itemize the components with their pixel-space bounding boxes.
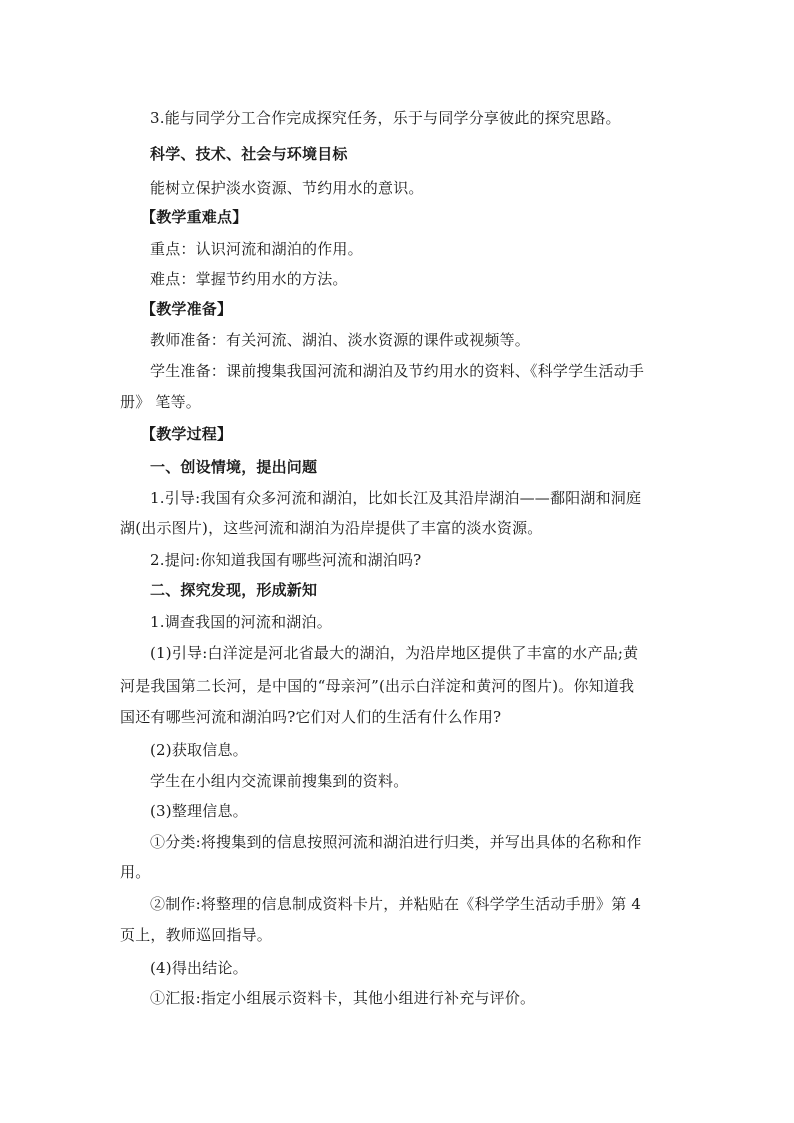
section-heading: 【教学重难点】 <box>141 208 248 226</box>
section-heading: 科学、技术、社会与环境目标 <box>150 145 348 163</box>
text-line: (1)引导:白洋淀是河北省最大的湖泊，为沿岸地区提供了丰富的水产品;黄 <box>150 644 639 662</box>
text-line: 1.调查我国的河流和湖泊。 <box>150 613 332 631</box>
text-line: ①汇报:指定小组展示资料卡，其他小组进行补充与评价。 <box>150 989 536 1007</box>
text-line: 3.能与同学分工合作完成探究任务，乐于与同学分享彼此的探究思路。 <box>150 109 621 127</box>
text-line: ②制作:将整理的信息制成资料卡片，并粘贴在《科学学生活动手册》第 4 <box>150 895 642 913</box>
text-line: 教师准备：有关河流、湖泊、淡水资源的课件或视频等。 <box>150 331 531 349</box>
text-line: 国还有哪些河流和湖泊吗?它们对人们的生活有什么作用? <box>120 708 502 726</box>
text-line: (4)得出结论。 <box>150 959 248 977</box>
section-heading: 【教学过程】 <box>141 425 233 443</box>
text-line: 1.引导:我国有众多河流和湖泊，比如长江及其沿岸湖泊——鄱阳湖和洞庭 <box>150 489 642 507</box>
text-line: (2)获取信息。 <box>150 741 248 759</box>
section-heading: 二、探究发现，形成新知 <box>150 581 318 599</box>
text-line: 重点：认识河流和湖泊的作用。 <box>150 240 363 258</box>
text-line: 能树立保护淡水资源、节约用水的意识。 <box>150 179 424 197</box>
text-line: 用。 <box>120 863 151 881</box>
text-line: 难点：掌握节约用水的方法。 <box>150 270 348 288</box>
section-heading: 【教学准备】 <box>141 300 233 318</box>
text-line: ①分类:将搜集到的信息按照河流和湖泊进行归类，并写出具体的名称和作 <box>150 833 642 851</box>
text-line: 页上，教师巡回指导。 <box>120 926 273 944</box>
text-line: (3)整理信息。 <box>150 802 248 820</box>
text-line: 2.提问:你知道我国有哪些河流和湖泊吗? <box>150 551 422 569</box>
text-line: 册》 笔等。 <box>120 393 201 411</box>
text-line: 学生准备：课前搜集我国河流和湖泊及节约用水的资料、《科学学生活动手 <box>150 362 645 380</box>
text-line: 学生在小组内交流课前搜集到的资料。 <box>150 772 409 790</box>
text-line: 河是我国第二长河，是中国的“母亲河”(出示白洋淀和黄河的图片)。你知道我 <box>120 677 635 695</box>
text-line: 湖(出示图片)，这些河流和湖泊为沿岸提供了丰富的淡水资源。 <box>120 519 543 537</box>
section-heading: 一、创设情境，提出问题 <box>150 458 318 476</box>
